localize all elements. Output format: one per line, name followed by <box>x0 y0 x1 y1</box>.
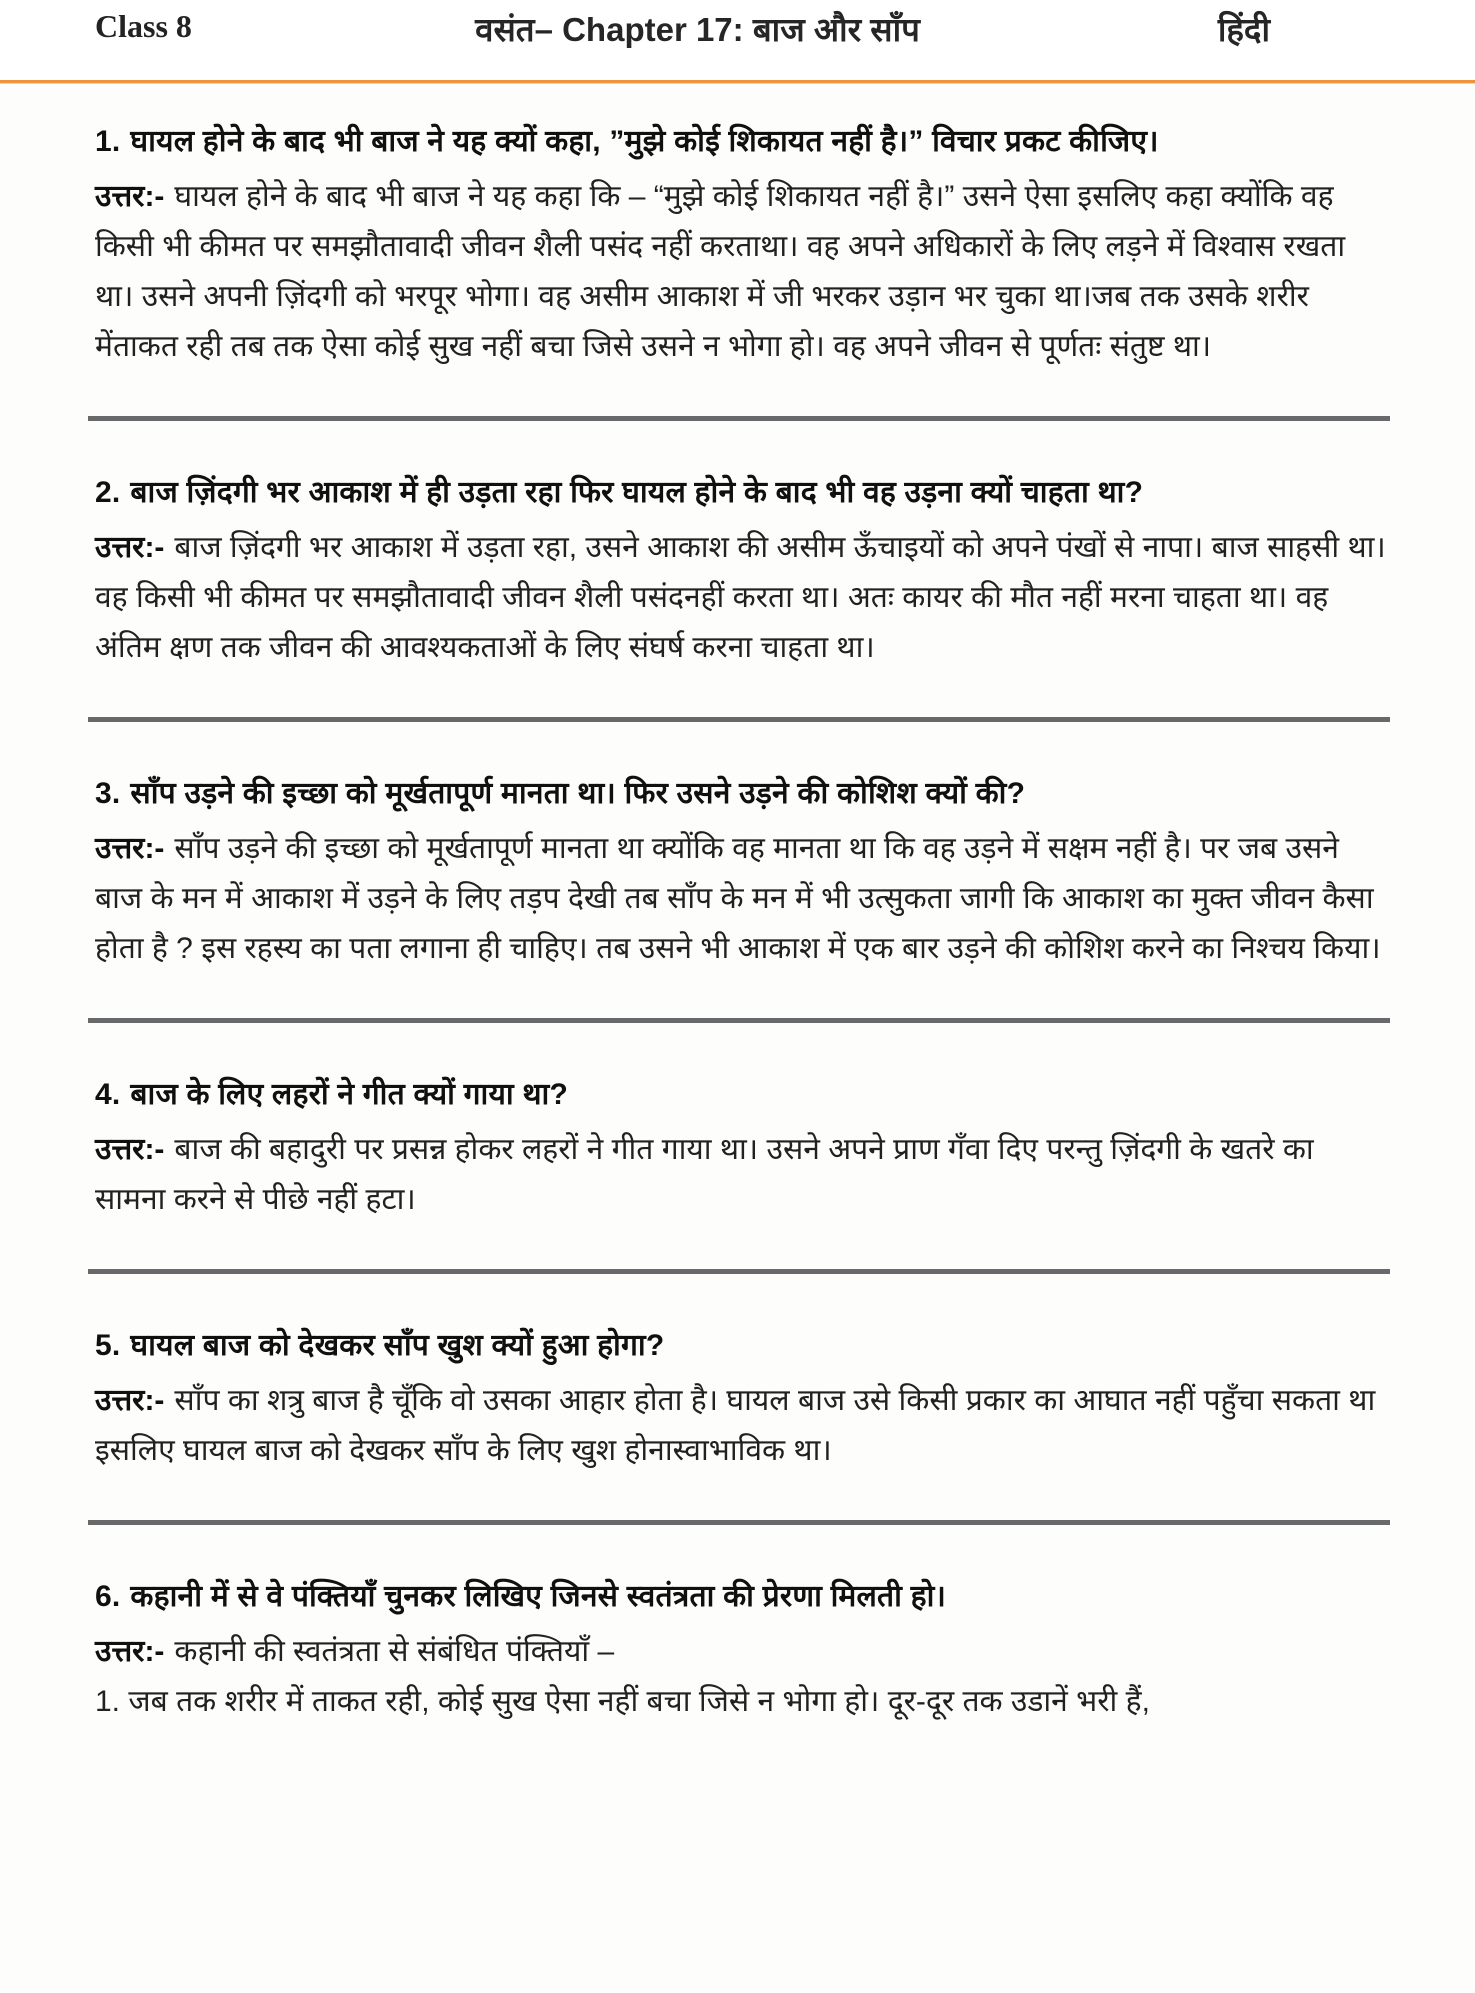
question-5-number: 5. <box>95 1329 121 1362</box>
question-2-text: बाज ज़िंदगी भर आकाश में ही उड़ता रहा फिर घायल होने के बाद भी वह उड़ना क्यों चाहता था? <box>130 476 1144 509</box>
qa-content <box>0 84 1475 1727</box>
section-divider <box>88 416 1390 421</box>
answer-3-text: साँप उड़ने की इच्छा को मूर्खतापूर्ण मानता था क्योंकि वह मानता था कि वह उड़ने में सक्षम नहीं है। पर जब उसने बाज के मन में आकाश में उड़ने के लिए तड़प देखी तब साँप के मन में भी उत्सुकता जागी कि आकाश का मुक्त जीवन कैसा होता है ? इस रहस्य का पता लगाना ही चाहिए। तब उसने भी आकाश में एक बार उड़ने की कोशिश करने का निश्चय किया। <box>95 832 1381 965</box>
subject-label: हिंदी <box>1217 11 1270 48</box>
question-5 <box>95 1320 1390 1372</box>
question-4 <box>95 1069 1390 1121</box>
answer-1 <box>95 172 1390 372</box>
question-5-text: घायल बाज को देखकर साँप खुश क्यों हुआ होगा? <box>130 1329 665 1362</box>
answer-2 <box>95 523 1390 673</box>
answer-6 <box>95 1627 1390 1677</box>
answer-2-prefix: उत्तर:- <box>95 531 165 564</box>
question-4-text: बाज के लिए लहरों ने गीत क्यों गाया था? <box>130 1078 569 1111</box>
class-label: Class 8 <box>95 8 192 44</box>
answer-2-text: बाज ज़िंदगी भर आकाश में उड़ता रहा, उसने आकाश की असीम ऊँचाइयों को अपने पंखों से नापा। बाज साहसी था। वह किसी भी कीमत पर समझौतावादी जीवन शैली पसंदनहीं करता था। अतः कायर की मौत नहीं मरना चाहता था। वह अंतिम क्षण तक जीवन की आवश्यकताओं के लिए संघर्ष करना चाहता था। <box>95 531 1386 664</box>
question-1-number: 1. <box>95 125 121 158</box>
page-header <box>0 0 1475 80</box>
answer-6-text: कहानी की स्वतंत्रता से संबंधित पंक्तियाँ – <box>174 1635 615 1668</box>
question-6 <box>95 1571 1390 1623</box>
question-6-number: 6. <box>95 1580 121 1613</box>
answer-3-prefix: उत्तर:- <box>95 832 165 865</box>
answer-4 <box>95 1125 1390 1225</box>
question-2 <box>95 467 1390 519</box>
qa-block-1 <box>95 116 1390 372</box>
qa-block-6 <box>95 1571 1390 1727</box>
answer-4-text: बाज की बहादुरी पर प्रसन्न होकर लहरों ने गीत गाया था। उसने अपने प्राण गँवा दिए परन्तु ज़िंदगी के खतरे का सामना करने से पीछे नहीं हटा। <box>95 1133 1314 1216</box>
question-2-number: 2. <box>95 476 121 509</box>
chapter-title: वसंत– Chapter 17: बाज और साँप <box>475 11 920 48</box>
question-4-number: 4. <box>95 1078 121 1111</box>
answer-4-prefix: उत्तर:- <box>95 1133 165 1166</box>
answer-5-prefix: उत्तर:- <box>95 1384 165 1417</box>
answer-5 <box>95 1376 1390 1476</box>
section-divider <box>88 1269 1390 1274</box>
qa-block-3 <box>95 768 1390 974</box>
answer-1-prefix: उत्तर:- <box>95 180 165 213</box>
answer-6-prefix: उत्तर:- <box>95 1635 165 1668</box>
answer-1-text: घायल होने के बाद भी बाज ने यह कहा कि – “मुझे कोई शिकायत नहीं है।” उसने ऐसा इसलिए कहा क्योंकि वह किसी भी कीमत पर समझौतावादी जीवन शैली पसंद नहीं करताथा। वह अपने अधिकारों के लिए लड़ने में विश्वास रखता था। उसने अपनी ज़िंदगी को भरपूर भोगा। वह असीम आकाश में जी भरकर उड़ान भर चुका था।जब तक उसके शरीर मेंताकत रही तब तक ऐसा कोई सुख नहीं बचा जिसे उसने न भोगा हो। वह अपने जीवन से पूर्णतः संतुष्ट था। <box>95 180 1346 363</box>
question-1-text: घायल होने के बाद भी बाज ने यह क्यों कहा, ”मुझे कोई शिकायत नहीं है।” विचार प्रकट कीजिए। <box>130 125 1159 158</box>
question-1 <box>95 116 1390 168</box>
question-3-number: 3. <box>95 777 121 810</box>
section-divider <box>88 1018 1390 1023</box>
answer-3 <box>95 824 1390 974</box>
qa-block-2 <box>95 467 1390 673</box>
answer-5-text: साँप का शत्रु बाज है चूँकि वो उसका आहार होता है। घायल बाज उसे किसी प्रकार का आघात नहीं पहुँचा सकता था इसलिए घायल बाज को देखकर साँप के लिए खुश होनास्वाभाविक था। <box>95 1384 1376 1467</box>
section-divider <box>88 1520 1390 1525</box>
qa-block-5 <box>95 1320 1390 1476</box>
section-divider <box>88 717 1390 722</box>
question-3 <box>95 768 1390 820</box>
question-3-text: साँप उड़ने की इच्छा को मूर्खतापूर्ण मानता था। फिर उसने उड़ने की कोशिश क्यों की? <box>130 777 1026 810</box>
question-6-text: कहानी में से वे पंक्तियाँ चुनकर लिखिए जिनसे स्वतंत्रता की प्रेरणा मिलती हो। <box>130 1580 947 1613</box>
qa-block-4 <box>95 1069 1390 1225</box>
answer-6-list-item: 1. जब तक शरीर में ताकत रही, कोई सुख ऐसा नहीं बचा जिसे न भोगा हो। दूर-दूर तक उडानें भरी हैं, <box>95 1685 1150 1718</box>
